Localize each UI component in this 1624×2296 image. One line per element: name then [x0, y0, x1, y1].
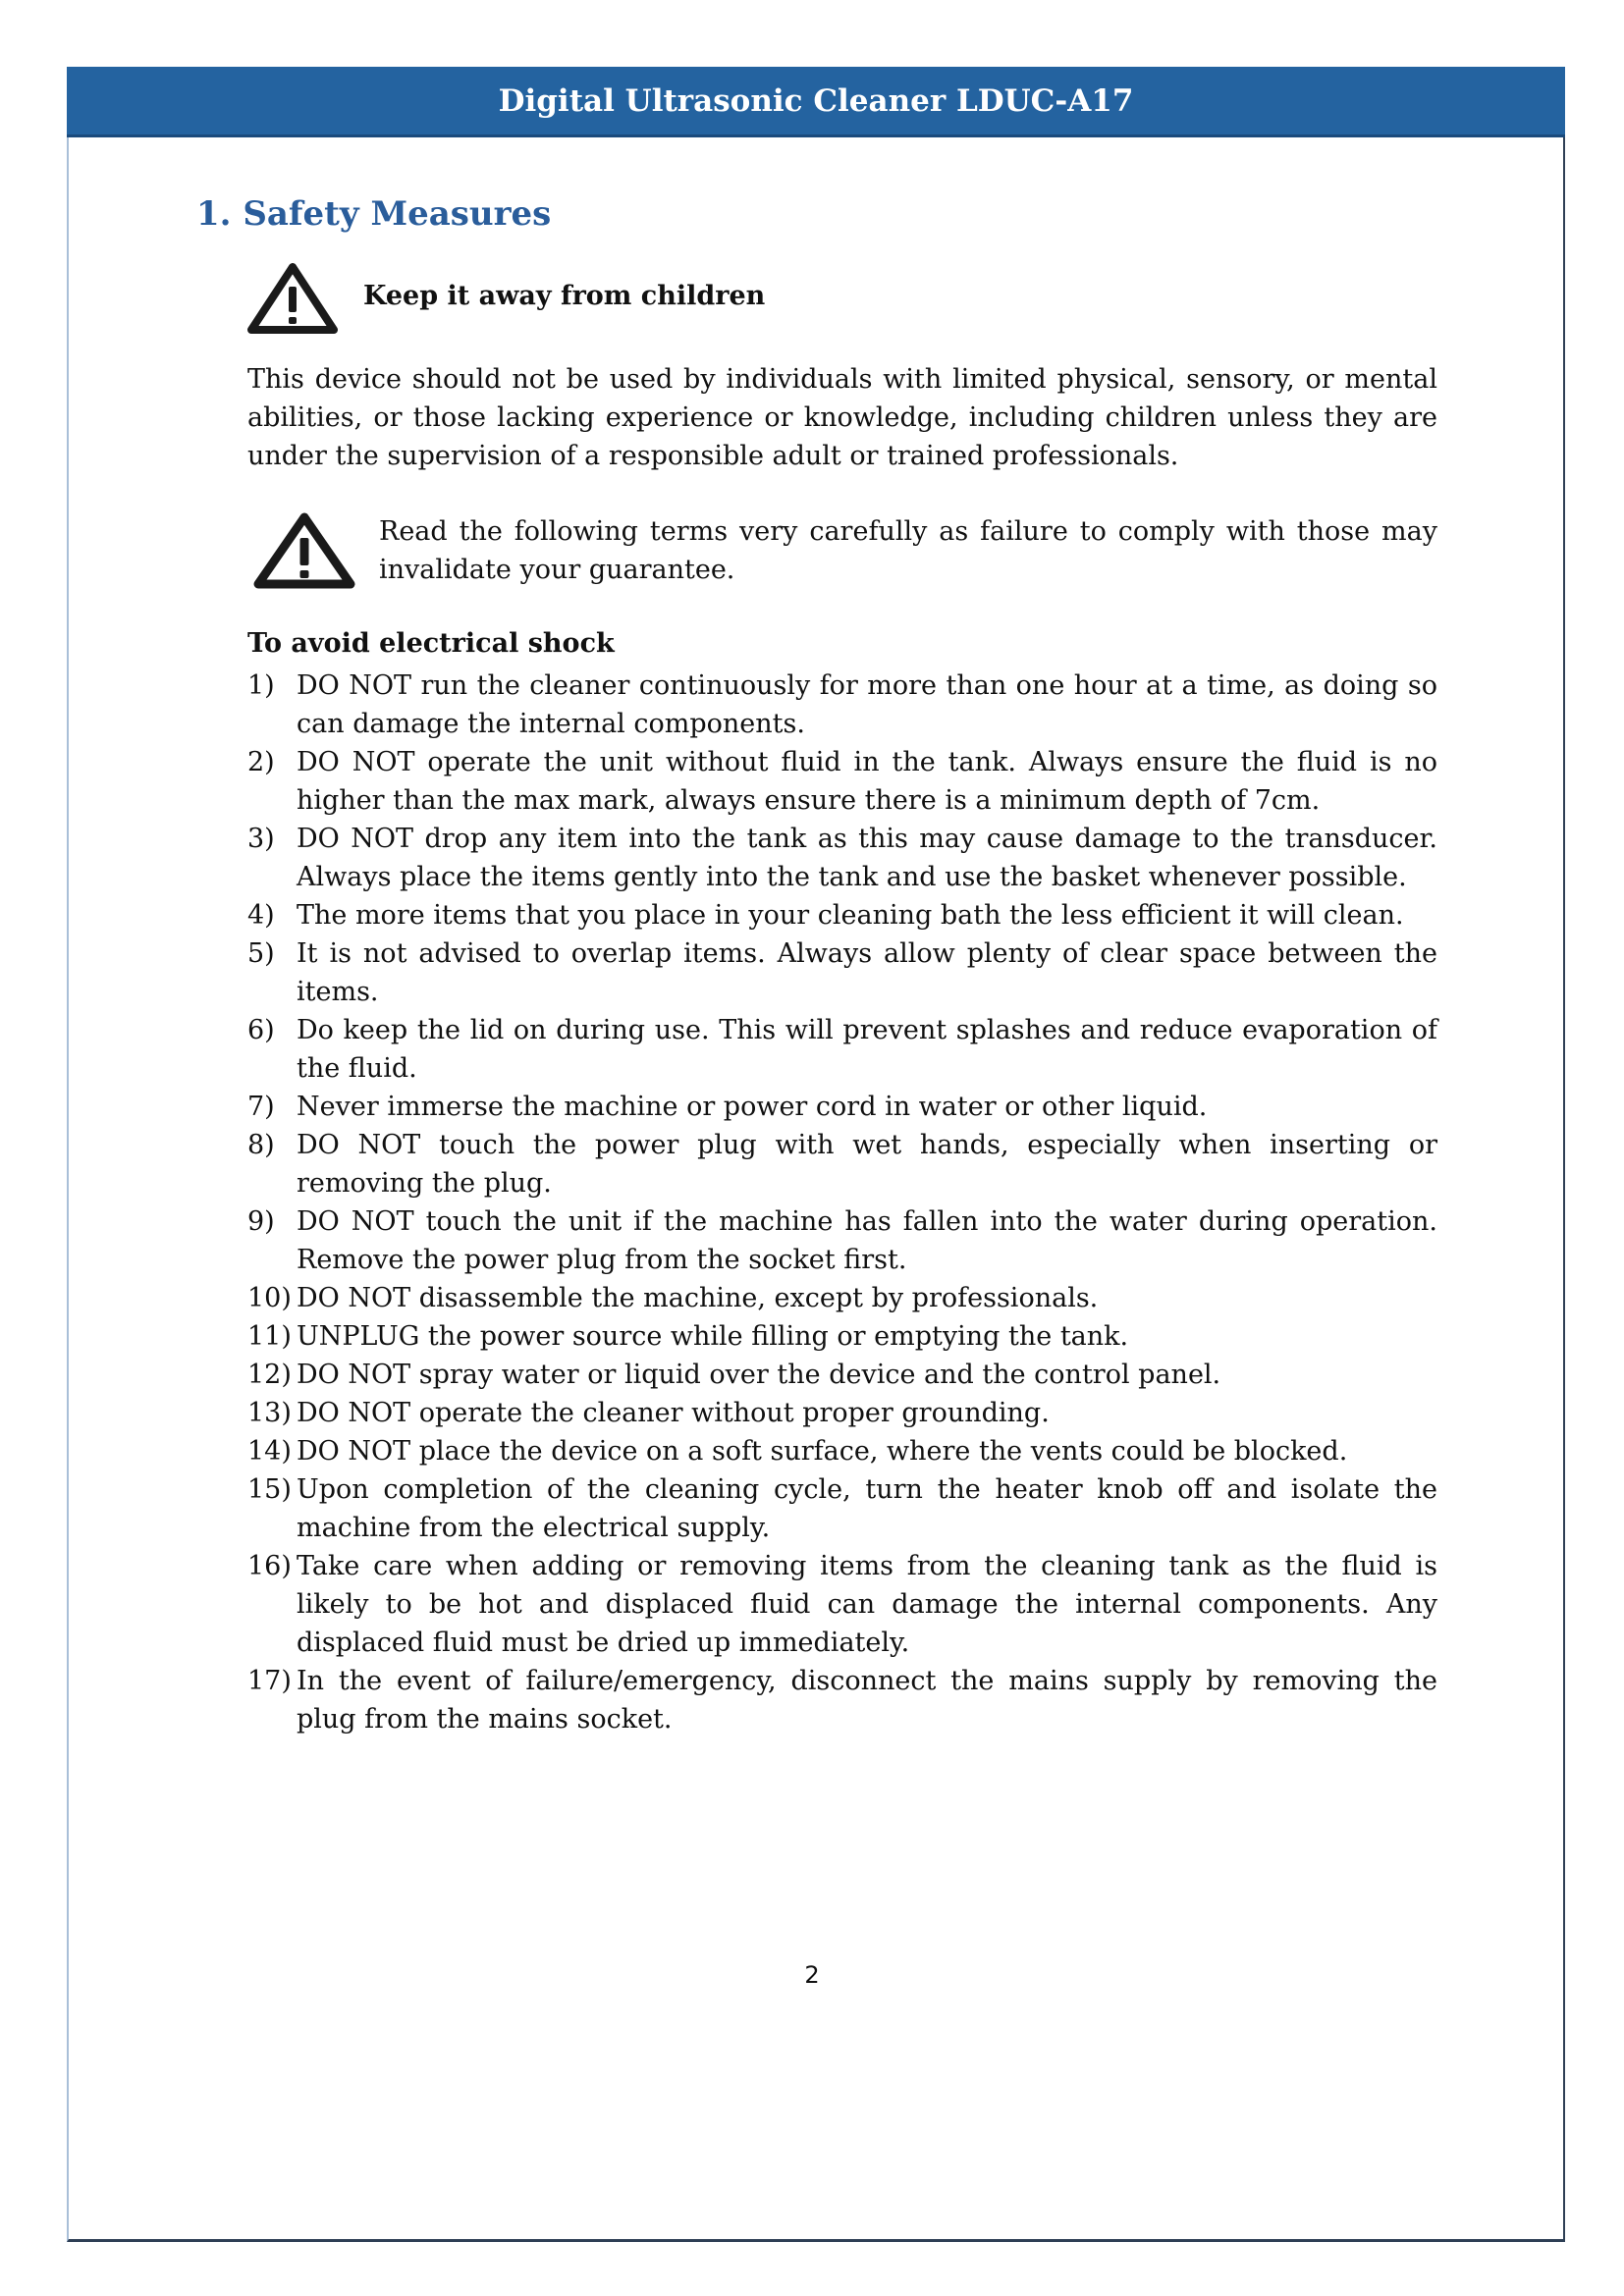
list-item-number: 13) [247, 1398, 292, 1428]
list-item-text: DO NOT run the cleaner continuously for more than one hour at a time, as doing so can damage the internal components. [297, 670, 1437, 739]
list-item [247, 1547, 1437, 1662]
list-item-text: Take care when adding or removing items from the cleaning tank as the fluid is likely to be hot and displaced fluid can damage the internal components. Any displaced fluid must be dried up immediately. [297, 1551, 1437, 1658]
list-item-number: 7) [247, 1092, 275, 1122]
intro-paragraph: This device should not be used by individuals with limited physical, sensory, or mental abilities, or those lacking experience or knowledge, including children unless they are under the supervision of a responsible adult or trained professionals. [247, 364, 1437, 471]
list-item-text: DO NOT operate the unit without fluid in the tank. Always ensure the fluid is no higher than the max mark, always ensure there is a minimum depth of 7cm. [297, 747, 1437, 816]
list-item [247, 1202, 1437, 1279]
section-heading: 1. Safety Measures [196, 194, 552, 234]
list-item-number: 15) [247, 1474, 292, 1505]
list-item-text: DO NOT touch the unit if the machine has fallen into the water during operation. Remove the power plug from the socket first. [297, 1206, 1437, 1275]
list-item-number: 12) [247, 1360, 292, 1390]
page-number: 2 [804, 1961, 820, 1989]
document-title: Digital Ultrasonic Cleaner LDUC-A17 [498, 83, 1134, 119]
list-item-text: DO NOT disassemble the machine, except by professionals. [297, 1283, 1099, 1313]
list-item-number: 17) [247, 1666, 292, 1696]
keep-away-warning: Keep it away from children [363, 281, 766, 311]
warning-triangle-icon [253, 512, 355, 589]
document-header [67, 67, 1565, 137]
list-item-text: Never immerse the machine or power cord in water or other liquid. [297, 1092, 1208, 1122]
list-item-number: 8) [247, 1130, 275, 1160]
list-item [247, 1279, 1437, 1317]
list-item-text: The more items that you place in your cleaning bath the less efficient it will clean. [297, 900, 1404, 931]
list-item [247, 1088, 1437, 1126]
list-item-text: DO NOT place the device on a soft surface, where the vents could be blocked. [297, 1436, 1348, 1467]
list-item [247, 743, 1437, 820]
list-item [247, 820, 1437, 896]
list-item [247, 896, 1437, 934]
list-item-number: 10) [247, 1283, 292, 1313]
list-item-text: DO NOT operate the cleaner without proper grounding. [297, 1398, 1050, 1428]
warning-triangle-icon [247, 263, 338, 334]
list-item [247, 1356, 1437, 1394]
list-item [247, 934, 1437, 1011]
list-item-text: It is not advised to overlap items. Always allow plenty of clear space between the items. [297, 938, 1437, 1007]
list-item [247, 1394, 1437, 1432]
list-item-number: 11) [247, 1321, 292, 1352]
list-item-text: DO NOT spray water or liquid over the device and the control panel. [297, 1360, 1221, 1390]
list-item-text: DO NOT drop any item into the tank as this may cause damage to the transducer. Always place the items gently into the tank and use the basket whenever possible. [297, 824, 1437, 892]
list-item [247, 1432, 1437, 1470]
list-item-text: UNPLUG the power source while filling or emptying the tank. [297, 1321, 1129, 1352]
list-item-number: 16) [247, 1551, 292, 1581]
list-item-text: Upon completion of the cleaning cycle, turn the heater knob off and isolate the machine from the electrical supply. [297, 1474, 1437, 1543]
list-item-number: 5) [247, 938, 275, 969]
list-item-number: 4) [247, 900, 275, 931]
list-item-text: In the event of failure/emergency, disconnect the mains supply by removing the plug from the mains socket. [297, 1666, 1437, 1735]
list-item-text: DO NOT touch the power plug with wet hands, especially when inserting or removing the plug. [297, 1130, 1437, 1199]
list-item-number: 9) [247, 1206, 275, 1237]
list-item [247, 1011, 1437, 1088]
list-item-number: 2) [247, 747, 275, 777]
list-item [247, 1126, 1437, 1202]
list-item-number: 6) [247, 1015, 275, 1045]
list-item-number: 1) [247, 670, 275, 701]
list-item-number: 3) [247, 824, 275, 854]
list-item [247, 1662, 1437, 1738]
list-item-number: 14) [247, 1436, 292, 1467]
read-terms-paragraph: Read the following terms very carefully as failure to comply with those may invalidate your guarantee. [379, 516, 1437, 585]
list-item [247, 667, 1437, 743]
safety-rules-list [247, 667, 1437, 1738]
list-item [247, 1317, 1437, 1356]
list-item [247, 1470, 1437, 1547]
electrical-shock-heading: To avoid electrical shock [247, 628, 615, 659]
list-item-text: Do keep the lid on during use. This will prevent splashes and reduce evaporation of the fluid. [297, 1015, 1437, 1084]
